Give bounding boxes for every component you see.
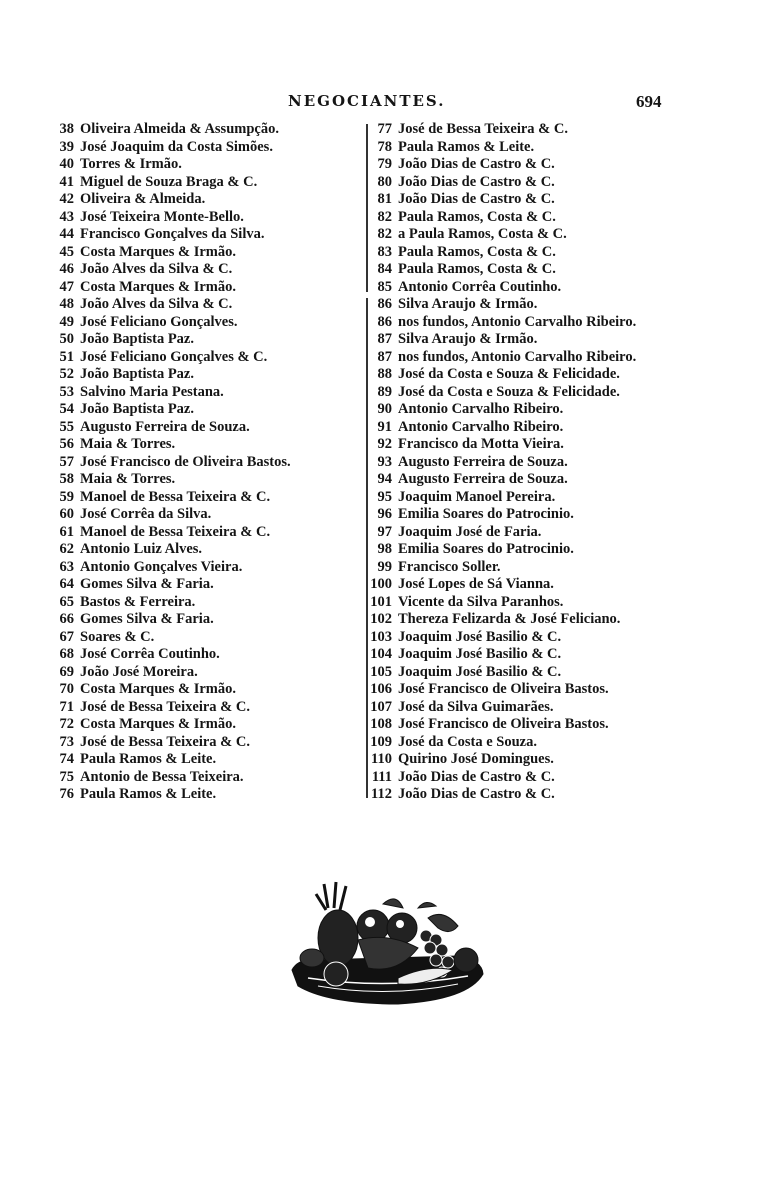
entry-number: 91: [377, 418, 392, 435]
entry-number: 74: [59, 751, 74, 767]
entry-number: 65: [59, 593, 74, 610]
entry-number: 47: [59, 278, 74, 295]
entry-name: José de Bessa Teixeira & C.: [80, 733, 250, 750]
entry-number: 85: [377, 278, 392, 295]
entry-number: 87: [377, 348, 392, 365]
entry-name: João Baptista Paz.: [80, 366, 194, 382]
list-entry: [362, 454, 722, 472]
list-entry: [48, 664, 368, 682]
entry-number: 52: [59, 366, 74, 382]
entry-name: Bastos & Ferreira.: [80, 593, 196, 610]
entry-number: 98: [377, 541, 392, 557]
list-entry: [362, 384, 722, 402]
entry-number: 103: [370, 628, 392, 645]
entry-name: José da Silva Guimarães.: [398, 698, 554, 715]
entry-name: Antonio Luiz Alves.: [80, 541, 203, 557]
list-entry: [362, 471, 722, 489]
entry-number: 107: [370, 698, 392, 715]
list-entry: [362, 279, 722, 297]
entry-name: Costa Marques & Irmão.: [80, 716, 236, 732]
entry-number: 44: [59, 226, 74, 242]
entry-name: Antonio Corrêa Coutinho.: [398, 278, 562, 295]
entry-name: João Alves da Silva & C.: [80, 261, 233, 277]
list-entry: [48, 524, 368, 542]
entry-number: 78: [377, 138, 392, 155]
entry-name: Salvino Maria Pestana.: [80, 383, 224, 400]
entry-name: Francisco Gonçalves da Silva.: [80, 226, 265, 242]
entry-name: Paula Ramos & Leite.: [398, 138, 535, 155]
list-entry: [362, 174, 722, 192]
list-entry: [48, 506, 368, 524]
list-entry: [362, 209, 722, 227]
page-heading: NEGOCIANTES.: [288, 92, 446, 110]
entry-number: 63: [59, 558, 74, 575]
entry-name: José da Costa e Souza.: [398, 733, 537, 750]
entry-name: José da Costa e Souza & Felicidade.: [398, 383, 620, 400]
entry-name: Manoel de Bessa Teixeira & C.: [80, 523, 271, 540]
entry-number: 83: [377, 243, 392, 260]
entry-name: Gomes Silva & Faria.: [80, 611, 214, 627]
list-entry: [362, 664, 722, 682]
entry-number: 45: [59, 243, 74, 260]
entry-number: 64: [59, 576, 74, 592]
entry-name: José Francisco de Oliveira Bastos.: [80, 453, 291, 470]
entry-name: José Francisco de Oliveira Bastos.: [398, 716, 609, 732]
entry-number: 69: [59, 663, 74, 680]
list-entry: [48, 454, 368, 472]
entry-name: José de Bessa Teixeira & C.: [80, 698, 250, 715]
list-entry: [362, 296, 722, 314]
entry-name: Costa Marques & Irmão.: [80, 681, 236, 697]
entry-name: Francisco Soller.: [398, 558, 501, 575]
list-entry: [362, 734, 722, 752]
entry-number: 50: [59, 331, 74, 347]
entry-name: Paula Ramos, Costa & C.: [398, 208, 556, 225]
list-entry: [48, 436, 368, 454]
entry-number: 92: [377, 436, 392, 452]
entry-number: 81: [377, 191, 392, 207]
list-entry: [362, 436, 722, 454]
entry-number: 88: [377, 366, 392, 382]
entry-number: 40: [59, 156, 74, 172]
entry-name: Antonio Carvalho Ribeiro.: [398, 401, 564, 417]
entry-number: 112: [371, 786, 392, 802]
entry-name: Joaquim José Basilio & C.: [398, 628, 562, 645]
list-entry: [362, 681, 722, 699]
entry-name: Maia & Torres.: [80, 436, 176, 452]
entry-number: 72: [59, 716, 74, 732]
list-entry: [362, 751, 722, 769]
entry-name: Silva Araujo & Irmão.: [398, 296, 538, 312]
entry-number: 67: [59, 628, 74, 645]
list-entry: [362, 489, 722, 507]
list-entry: [362, 559, 722, 577]
entry-number: 110: [371, 751, 392, 767]
entry-name: Antonio Carvalho Ribeiro.: [398, 418, 564, 435]
entry-number: 90: [377, 401, 392, 417]
list-entry: [362, 139, 722, 157]
entry-number: 96: [377, 506, 392, 522]
list-entry: [362, 629, 722, 647]
entry-name: Paula Ramos & Leite.: [80, 751, 217, 767]
list-entry: [48, 681, 368, 699]
entry-name: Maia & Torres.: [80, 471, 176, 487]
list-entry: [48, 261, 368, 279]
list-entry: [362, 366, 722, 384]
entry-name: Costa Marques & Irmão.: [80, 243, 236, 260]
list-entry: [362, 226, 722, 244]
entry-number: 87: [377, 331, 392, 347]
list-entry: [48, 209, 368, 227]
entry-number: 61: [59, 523, 74, 540]
entry-name: Paula Ramos & Leite.: [80, 786, 217, 802]
list-entry: [48, 244, 368, 262]
entry-number: 58: [59, 471, 74, 487]
list-entry: [48, 699, 368, 717]
list-entry: [362, 541, 722, 559]
entry-number: 84: [377, 261, 392, 277]
entry-name: Joaquim José Basilio & C.: [398, 646, 562, 662]
entry-number: 38: [59, 121, 74, 137]
entry-name: Torres & Irmão.: [80, 156, 182, 172]
entry-number: 51: [59, 348, 74, 365]
entry-number: 68: [59, 646, 74, 662]
list-entry: [48, 384, 368, 402]
entry-name: Manoel de Bessa Teixeira & C.: [80, 488, 271, 505]
entry-name: José Francisco de Oliveira Bastos.: [398, 681, 609, 697]
entry-name: Francisco da Motta Vieira.: [398, 436, 564, 452]
list-entry: [48, 349, 368, 367]
entry-number: 108: [370, 716, 392, 732]
entry-number: 62: [59, 541, 74, 557]
list-entry: [362, 594, 722, 612]
list-entry: [48, 296, 368, 314]
list-entry: [48, 646, 368, 664]
list-entry: [362, 156, 722, 174]
list-entry: [48, 226, 368, 244]
entry-number: 55: [59, 418, 74, 435]
list-entry: [362, 191, 722, 209]
entry-name: João Dias de Castro & C.: [398, 786, 555, 802]
entry-name: Gomes Silva & Faria.: [80, 576, 214, 592]
entry-name: Augusto Ferreira de Souza.: [80, 418, 250, 435]
entry-number: 82: [377, 208, 392, 225]
list-entry: [48, 191, 368, 209]
list-entry: [362, 314, 722, 332]
list-entry: [48, 401, 368, 419]
entry-number: 79: [377, 156, 392, 172]
entry-name: João Baptista Paz.: [80, 331, 194, 347]
entry-name: José da Costa e Souza & Felicidade.: [398, 366, 620, 382]
entry-number: 59: [59, 488, 74, 505]
list-entry: [48, 121, 368, 139]
entry-name: João José Moreira.: [80, 663, 198, 680]
entry-number: 86: [377, 313, 392, 330]
entry-number: 77: [377, 121, 392, 137]
entry-name: Soares & C.: [80, 628, 155, 645]
list-entry: [48, 489, 368, 507]
entry-name: Emilia Soares do Patrocinio.: [398, 541, 574, 557]
entry-name: Vicente da Silva Paranhos.: [398, 593, 564, 610]
list-entry: [48, 541, 368, 559]
entry-name: José de Bessa Teixeira & C.: [398, 121, 568, 137]
list-entry: [362, 576, 722, 594]
entry-name: Emilia Soares do Patrocinio.: [398, 506, 574, 522]
entry-name: Paula Ramos, Costa & C.: [398, 261, 556, 277]
list-entry: [362, 121, 722, 139]
list-entry: [48, 769, 368, 787]
entry-number: 109: [370, 733, 392, 750]
list-entry: [48, 366, 368, 384]
entry-name: Oliveira Almeida & Assumpção.: [80, 121, 279, 137]
entry-number: 57: [59, 453, 74, 470]
entry-name: Silva Araujo & Irmão.: [398, 331, 538, 347]
entry-number: 94: [377, 471, 392, 487]
entry-name: João Baptista Paz.: [80, 401, 194, 417]
entry-name: nos fundos, Antonio Carvalho Ribeiro.: [398, 313, 637, 330]
entry-number: 53: [59, 383, 74, 400]
entry-name: Thereza Felizarda & José Feliciano.: [398, 611, 621, 627]
entry-name: João Dias de Castro & C.: [398, 191, 555, 207]
entry-name: João Dias de Castro & C.: [398, 156, 555, 172]
list-entry: [48, 471, 368, 489]
entry-number: 97: [377, 523, 392, 540]
list-entry: [48, 559, 368, 577]
list-entry: [362, 611, 722, 629]
entry-number: 42: [59, 191, 74, 207]
list-entry: [362, 419, 722, 437]
fruit-basket-illustration: [278, 878, 490, 1010]
entry-name: Joaquim José de Faria.: [398, 523, 542, 540]
list-entry: [48, 734, 368, 752]
entry-number: 41: [59, 173, 74, 190]
entry-name: Quirino José Domingues.: [398, 751, 554, 767]
entry-number: 82: [377, 226, 392, 242]
entry-number: 76: [59, 786, 74, 802]
left-column-list: [48, 121, 368, 804]
entry-name: Antonio Gonçalves Vieira.: [80, 558, 243, 575]
entry-number: 66: [59, 611, 74, 627]
entry-number: 71: [59, 698, 74, 715]
entry-name: Augusto Ferreira de Souza.: [398, 453, 568, 470]
entry-name: Augusto Ferreira de Souza.: [398, 471, 568, 487]
entry-name: José Feliciano Gonçalves & C.: [80, 348, 268, 365]
entry-name: José Feliciano Gonçalves.: [80, 313, 238, 330]
list-entry: [48, 174, 368, 192]
entry-name: José Corrêa da Silva.: [80, 506, 212, 522]
list-entry: [362, 349, 722, 367]
list-entry: [362, 786, 722, 804]
list-entry: [362, 769, 722, 787]
entry-name: Oliveira & Almeida.: [80, 191, 206, 207]
list-entry: [48, 279, 368, 297]
list-entry: [48, 331, 368, 349]
entry-number: 99: [377, 558, 392, 575]
list-entry: [362, 646, 722, 664]
entry-number: 86: [377, 296, 392, 312]
entry-number: 89: [377, 383, 392, 400]
entry-number: 43: [59, 208, 74, 225]
list-entry: [362, 506, 722, 524]
list-entry: [362, 524, 722, 542]
list-entry: [48, 419, 368, 437]
entry-number: 46: [59, 261, 74, 277]
entry-number: 105: [370, 663, 392, 680]
entry-number: 95: [377, 488, 392, 505]
entry-number: 93: [377, 453, 392, 470]
right-column-list: [362, 121, 722, 804]
list-entry: [48, 786, 368, 804]
list-entry: [362, 261, 722, 279]
entry-name: nos fundos, Antonio Carvalho Ribeiro.: [398, 348, 637, 365]
entry-name: Joaquim Manoel Pereira.: [398, 488, 556, 505]
list-entry: [48, 576, 368, 594]
entry-number: 73: [59, 733, 74, 750]
entry-name: João Alves da Silva & C.: [80, 296, 233, 312]
list-entry: [48, 594, 368, 612]
list-entry: [48, 629, 368, 647]
list-entry: [362, 716, 722, 734]
list-entry: [48, 716, 368, 734]
page-number: 694: [636, 92, 662, 111]
list-entry: [48, 751, 368, 769]
entry-number: 48: [59, 296, 74, 312]
list-entry: [48, 314, 368, 332]
entry-number: 39: [59, 138, 74, 155]
entry-number: 75: [59, 768, 74, 785]
list-entry: [48, 611, 368, 629]
entry-number: 102: [370, 611, 392, 627]
entry-name: a Paula Ramos, Costa & C.: [398, 226, 567, 242]
entry-number: 60: [59, 506, 74, 522]
list-entry: [48, 139, 368, 157]
entry-name: João Dias de Castro & C.: [398, 173, 555, 190]
entry-name: José Lopes de Sá Vianna.: [398, 576, 554, 592]
entry-number: 101: [370, 593, 392, 610]
entry-name: Joaquim José Basilio & C.: [398, 663, 562, 680]
entry-number: 100: [370, 576, 392, 592]
list-entry: [362, 401, 722, 419]
entry-name: José Joaquim da Costa Simões.: [80, 138, 273, 155]
entry-name: José Teixeira Monte-Bello.: [80, 208, 244, 225]
entry-name: Costa Marques & Irmão.: [80, 278, 236, 295]
entry-number: 104: [370, 646, 392, 662]
entry-name: Paula Ramos, Costa & C.: [398, 243, 556, 260]
entry-number: 56: [59, 436, 74, 452]
list-entry: [362, 331, 722, 349]
entry-name: José Corrêa Coutinho.: [80, 646, 220, 662]
entry-number: 49: [59, 313, 74, 330]
entry-number: 80: [377, 173, 392, 190]
entry-number: 70: [59, 681, 74, 697]
entry-number: 106: [370, 681, 392, 697]
entry-name: João Dias de Castro & C.: [398, 768, 555, 785]
entry-number: 54: [59, 401, 74, 417]
entry-name: Miguel de Souza Braga & C.: [80, 173, 258, 190]
list-entry: [362, 699, 722, 717]
list-entry: [48, 156, 368, 174]
entry-number: 111: [371, 768, 392, 785]
list-entry: [362, 244, 722, 262]
entry-name: Antonio de Bessa Teixeira.: [80, 768, 244, 785]
